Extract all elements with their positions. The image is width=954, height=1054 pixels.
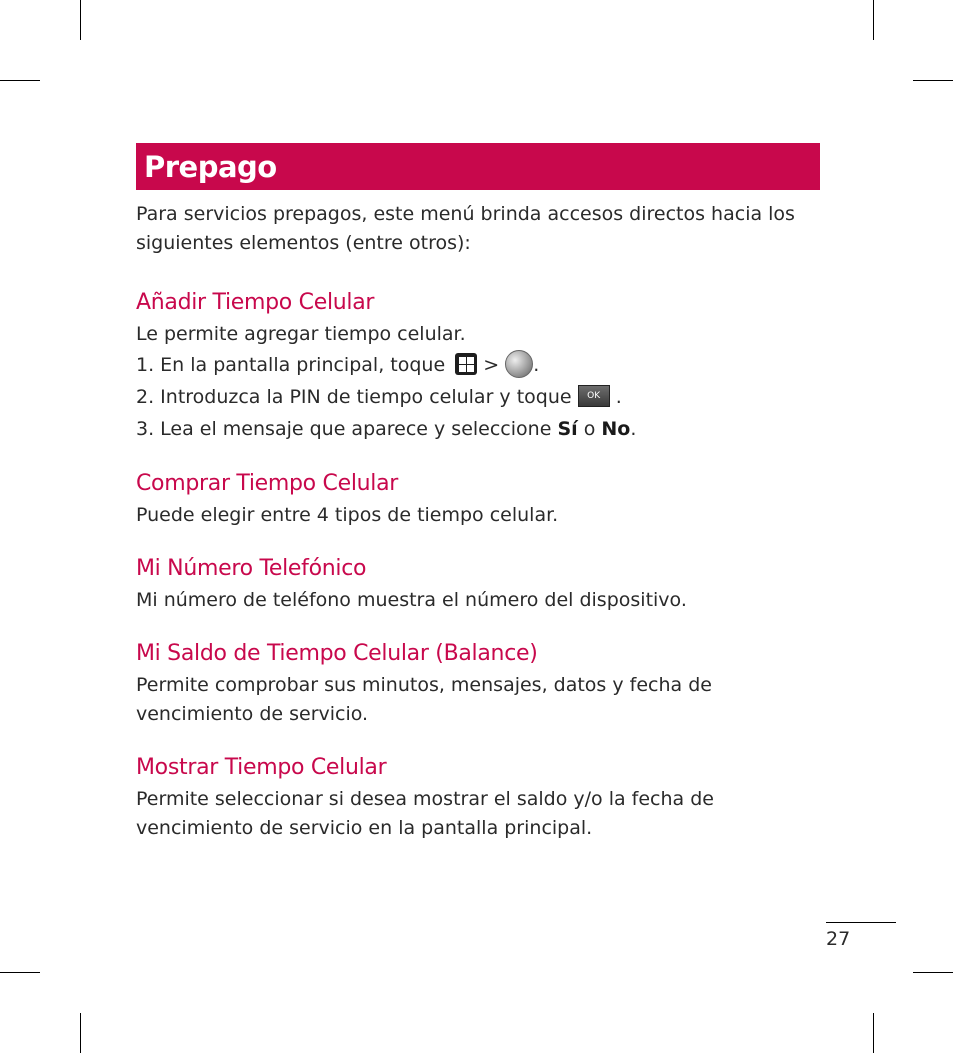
page-content: [136, 143, 820, 843]
step-2: [136, 381, 820, 413]
crop-mark: [913, 80, 953, 81]
section-heading: Mostrar Tiempo Celular: [136, 755, 387, 780]
option-yes: Sí: [557, 418, 578, 440]
step-end: .: [533, 354, 540, 376]
crop-mark: [80, 0, 81, 40]
page-number: 27: [826, 928, 851, 950]
page-number-rule: [826, 922, 896, 923]
steps-list: [136, 349, 820, 445]
section-desc: Permite comprobar sus minutos, mensajes, datos y fecha de vencimiento de servicio.: [136, 674, 712, 725]
apps-icon: [455, 353, 477, 375]
crop-mark: [873, 1013, 874, 1053]
section-heading: Mi Número Telefónico: [136, 556, 367, 581]
section-my-number: [136, 554, 820, 615]
crop-mark: [873, 0, 874, 40]
option-no: No: [601, 418, 631, 440]
section-show-time: [136, 753, 820, 843]
step-text: 2. Introduzca la PIN de tiempo celular y toque: [136, 386, 572, 408]
section-add-time: [136, 288, 820, 445]
section-heading: Mi Saldo de Tiempo Celular (Balance): [136, 641, 538, 666]
section-heading: Añadir Tiempo Celular: [136, 290, 375, 315]
crop-mark: [913, 972, 953, 973]
step-separator: >: [483, 354, 500, 376]
section-desc: Mi número de teléfono muestra el número del dispositivo.: [136, 589, 687, 611]
section-desc: Le permite agregar tiempo celular.: [136, 323, 466, 345]
crop-mark: [80, 1013, 81, 1053]
ok-icon: OK: [578, 385, 610, 407]
section-desc: Puede elegir entre 4 tipos de tiempo celular.: [136, 504, 559, 526]
globe-icon: [505, 350, 533, 378]
section-desc: Permite seleccionar si desea mostrar el saldo y/o la fecha de vencimiento de servicio en la pantalla principal.: [136, 788, 714, 839]
intro-text: Para servicios prepagos, este menú brinda accesos directos hacia los siguientes elementos (entre otros):: [136, 203, 795, 254]
step-or: o: [583, 418, 596, 440]
title-bar: [136, 143, 820, 190]
step-text: 1. En la pantalla principal, toque: [136, 354, 446, 376]
crop-mark: [0, 80, 40, 81]
crop-mark: [0, 972, 40, 973]
step-end: .: [630, 418, 637, 440]
page-title: Prepago: [144, 149, 277, 184]
step-3: [136, 413, 820, 445]
step-text: 3. Lea el mensaje que aparece y seleccione: [136, 418, 552, 440]
section-buy-time: [136, 469, 820, 530]
section-heading: Comprar Tiempo Celular: [136, 471, 399, 496]
step-1: [136, 349, 820, 381]
step-end: .: [615, 386, 622, 408]
section-balance: [136, 639, 820, 729]
